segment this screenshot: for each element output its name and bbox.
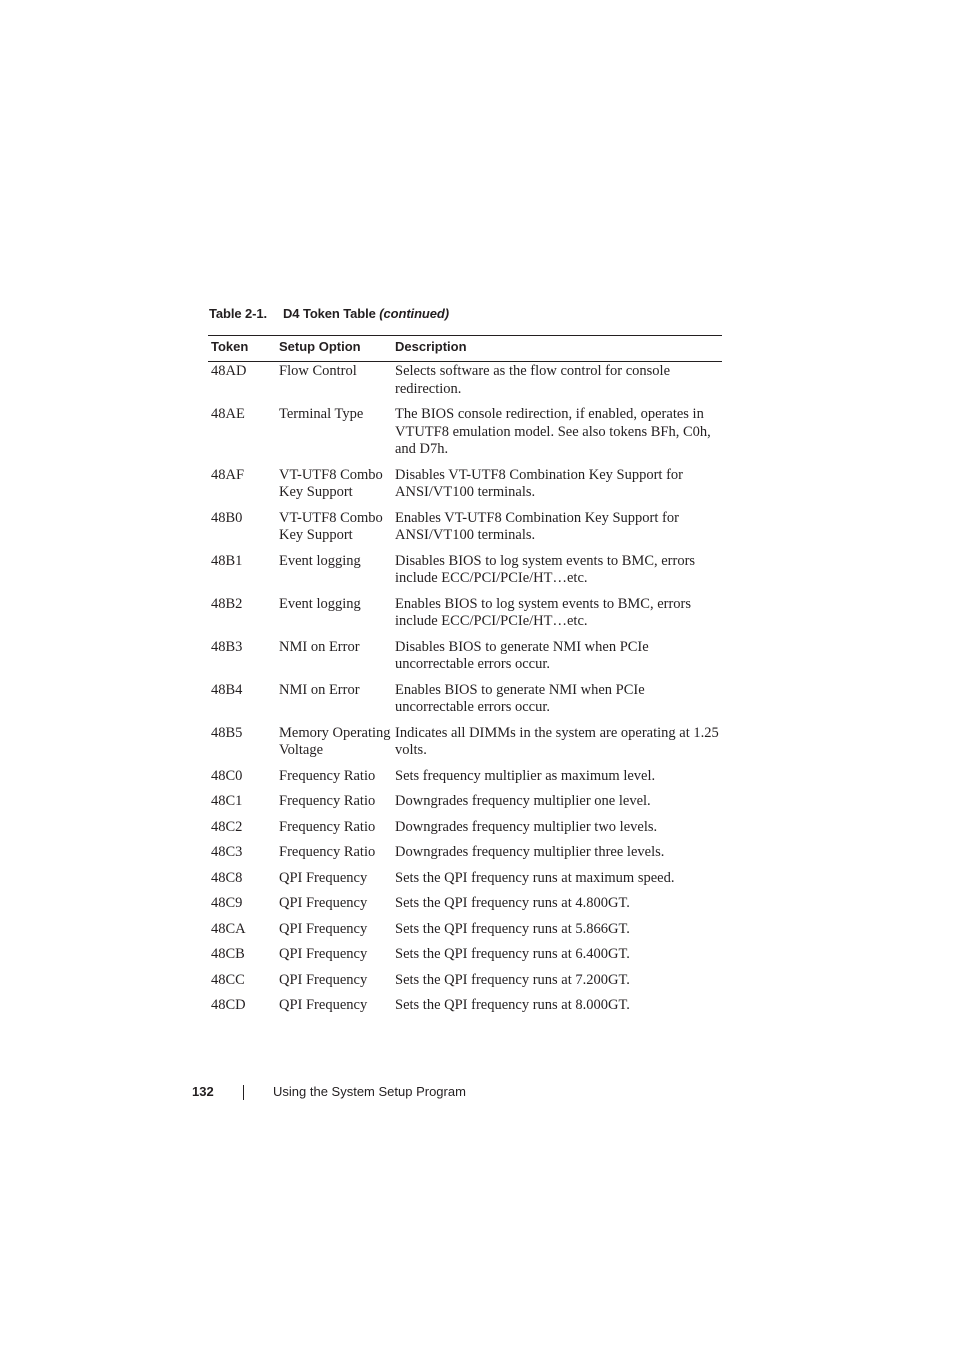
- table-row: [208, 920, 722, 946]
- table-continued-note: (continued): [379, 306, 449, 321]
- setup-option-cell: QPI Frequency: [279, 946, 368, 962]
- table-body: [208, 362, 722, 1022]
- description-cell: Sets the QPI frequency runs at 4.800GT.: [395, 895, 630, 911]
- table-title: D4 Token Table: [283, 306, 376, 321]
- description-cell: Sets the QPI frequency runs at maximum speed.: [395, 869, 675, 886]
- setup-option-cell: QPI Frequency: [279, 895, 368, 911]
- setup-option-cell: NMI on Error: [279, 638, 360, 655]
- description-cell: Downgrades frequency multiplier two levels.: [395, 818, 658, 835]
- description-cell: Disables BIOS to log system events to BMC, errors include ECC/PCI/PCIe/HT…etc.: [395, 552, 696, 586]
- description-cell: Sets the QPI frequency runs at 8.000GT.: [395, 997, 630, 1013]
- header-description: Description: [392, 336, 722, 362]
- setup-option-cell: Event logging: [279, 595, 361, 612]
- table-row: [208, 792, 722, 818]
- description-cell: Sets the QPI frequency runs at 6.400GT.: [395, 946, 630, 962]
- table-row: [208, 971, 722, 997]
- token-cell: 48B3: [211, 638, 243, 655]
- table-row: [208, 843, 722, 869]
- setup-option-cell: Memory Operating Voltage: [279, 724, 391, 758]
- description-cell: Disables BIOS to generate NMI when PCIe uncorrectable errors occur.: [395, 638, 649, 672]
- description-cell: Sets frequency multiplier as maximum level.: [395, 767, 656, 784]
- table-row: [208, 405, 722, 466]
- footer-section-title: Using the System Setup Program: [273, 1084, 466, 1099]
- setup-option-cell: Flow Control: [279, 363, 357, 379]
- table-row: [208, 509, 722, 552]
- description-cell: The BIOS console redirection, if enabled, operates in VTUTF8 emulation model. See also tokens BFh, C0h, and D7h.: [395, 406, 711, 457]
- description-cell: Downgrades frequency multiplier three levels.: [395, 844, 665, 860]
- setup-option-cell: VT-UTF8 Combo Key Support: [279, 466, 383, 500]
- setup-option-cell: QPI Frequency: [279, 869, 368, 886]
- token-cell: 48B2: [211, 595, 243, 612]
- setup-option-cell: Terminal Type: [279, 406, 364, 422]
- token-cell: 48AF: [211, 466, 245, 483]
- description-cell: Indicates all DIMMs in the system are operating at 1.25 volts.: [395, 724, 719, 758]
- token-cell: 48B4: [211, 681, 243, 698]
- description-cell: Selects software as the flow control for console redirection.: [395, 363, 671, 397]
- table-row: [208, 724, 722, 767]
- table-row: [208, 894, 722, 920]
- table-caption: [209, 306, 449, 321]
- setup-option-cell: QPI Frequency: [279, 920, 368, 937]
- token-cell: 48CA: [211, 920, 246, 937]
- token-cell: 48B5: [211, 724, 243, 741]
- token-cell: 48AE: [211, 406, 245, 422]
- description-cell: Disables VT-UTF8 Combination Key Support for ANSI/VT100 terminals.: [395, 466, 683, 500]
- table-row: [208, 681, 722, 724]
- setup-option-cell: Frequency Ratio: [279, 793, 376, 809]
- table-row: [208, 818, 722, 844]
- footer-divider: [243, 1085, 244, 1100]
- setup-option-cell: Frequency Ratio: [279, 767, 376, 784]
- token-cell: 48CD: [211, 997, 246, 1013]
- token-cell: 48C8: [211, 869, 243, 886]
- header-setup-option: Setup Option: [276, 336, 392, 362]
- description-cell: Sets the QPI frequency runs at 7.200GT.: [395, 971, 630, 988]
- description-cell: Sets the QPI frequency runs at 5.866GT.: [395, 920, 630, 937]
- description-cell: Enables VT-UTF8 Combination Key Support for ANSI/VT100 terminals.: [395, 509, 679, 543]
- table-row: [208, 552, 722, 595]
- table-row: [208, 996, 722, 1022]
- table-number: Table 2-1.: [209, 306, 268, 321]
- token-cell: 48CB: [211, 946, 245, 962]
- setup-option-cell: Frequency Ratio: [279, 844, 376, 860]
- setup-option-cell: QPI Frequency: [279, 997, 368, 1013]
- token-cell: 48CC: [211, 971, 245, 988]
- table-row: [208, 767, 722, 793]
- setup-option-cell: Frequency Ratio: [279, 818, 376, 835]
- token-cell: 48B1: [211, 552, 243, 569]
- table-row: [208, 466, 722, 509]
- page-number: 132: [192, 1084, 214, 1099]
- table-row: [208, 869, 722, 895]
- table-row: [208, 362, 722, 406]
- token-cell: 48C1: [211, 793, 243, 809]
- description-cell: Downgrades frequency multiplier one level.: [395, 793, 651, 809]
- d4-token-table: [208, 335, 722, 1022]
- setup-option-cell: Event logging: [279, 552, 361, 569]
- token-cell: 48C2: [211, 818, 243, 835]
- setup-option-cell: VT-UTF8 Combo Key Support: [279, 509, 383, 543]
- token-cell: 48C9: [211, 895, 243, 911]
- table-row: [208, 945, 722, 971]
- token-cell: 48C3: [211, 844, 243, 860]
- token-cell: 48B0: [211, 509, 243, 526]
- setup-option-cell: NMI on Error: [279, 681, 360, 698]
- setup-option-cell: QPI Frequency: [279, 971, 368, 988]
- token-cell: 48AD: [211, 363, 247, 379]
- description-cell: Enables BIOS to log system events to BMC, errors include ECC/PCI/PCIe/HT…etc.: [395, 595, 692, 629]
- table-row: [208, 595, 722, 638]
- table-header-row: [208, 336, 722, 362]
- description-cell: Enables BIOS to generate NMI when PCIe uncorrectable errors occur.: [395, 681, 645, 715]
- table-row: [208, 638, 722, 681]
- token-cell: 48C0: [211, 767, 243, 784]
- header-token: Token: [208, 336, 276, 362]
